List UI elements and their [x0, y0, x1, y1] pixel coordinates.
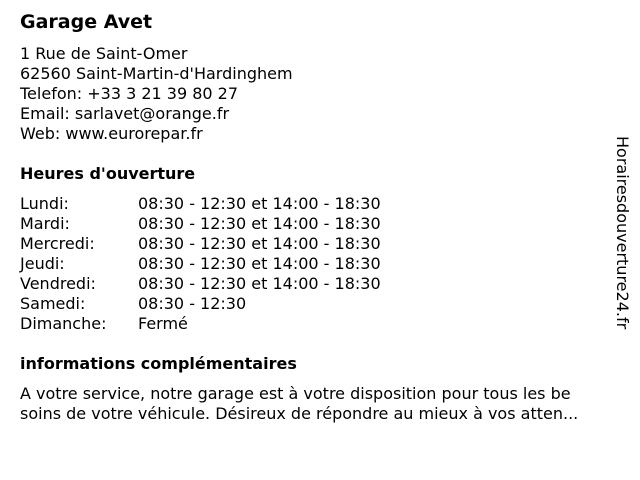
hours-row-wednesday — [20, 234, 440, 254]
phone-number: Telefon: +33 3 21 39 80 27 — [20, 84, 239, 103]
time-range: 08:30 - 12:30 et 14:00 - 18:30 — [138, 214, 381, 233]
description-line: A votre service, notre garage est à votre disposition pour tous les be — [20, 384, 571, 403]
additional-info-text — [20, 384, 630, 424]
additional-info-heading: informations complémentaires — [20, 354, 297, 373]
hours-row-sunday — [20, 314, 440, 334]
day-label: Jeudi: — [20, 254, 65, 273]
day-label: Samedi: — [20, 294, 86, 313]
time-range: 08:30 - 12:30 — [138, 294, 247, 313]
hours-row-monday — [20, 194, 440, 214]
day-label: Dimanche: — [20, 314, 107, 333]
hours-row-thursday — [20, 254, 440, 274]
watermark-text: Horairesdouverture24.fr — [613, 136, 632, 330]
time-range: 08:30 - 12:30 et 14:00 - 18:30 — [138, 234, 381, 253]
opening-hours-heading: Heures d'ouverture — [20, 164, 196, 183]
site-watermark — [612, 136, 632, 346]
street-address: 1 Rue de Saint-Omer — [20, 44, 188, 63]
contact-block — [20, 44, 293, 144]
opening-hours-table — [20, 194, 440, 334]
time-range: 08:30 - 12:30 et 14:00 - 18:30 — [138, 274, 381, 293]
day-label: Mercredi: — [20, 234, 95, 253]
day-label: Lundi: — [20, 194, 69, 213]
email-address: Email: sarlavet@orange.fr — [20, 104, 230, 123]
day-label: Mardi: — [20, 214, 70, 233]
website: Web: www.eurorepar.fr — [20, 124, 203, 143]
time-range: 08:30 - 12:30 et 14:00 - 18:30 — [138, 194, 381, 213]
time-range: 08:30 - 12:30 et 14:00 - 18:30 — [138, 254, 381, 273]
business-name: Garage Avet — [20, 11, 153, 33]
day-label: Vendredi: — [20, 274, 96, 293]
time-range: Fermé — [138, 314, 188, 333]
description-line: soins de votre véhicule. Désireux de répondre au mieux à vos atten... — [20, 404, 579, 423]
hours-row-friday — [20, 274, 440, 294]
hours-row-tuesday — [20, 214, 440, 234]
hours-row-saturday — [20, 294, 440, 314]
city-address: 62560 Saint-Martin-d'Hardinghem — [20, 64, 293, 83]
